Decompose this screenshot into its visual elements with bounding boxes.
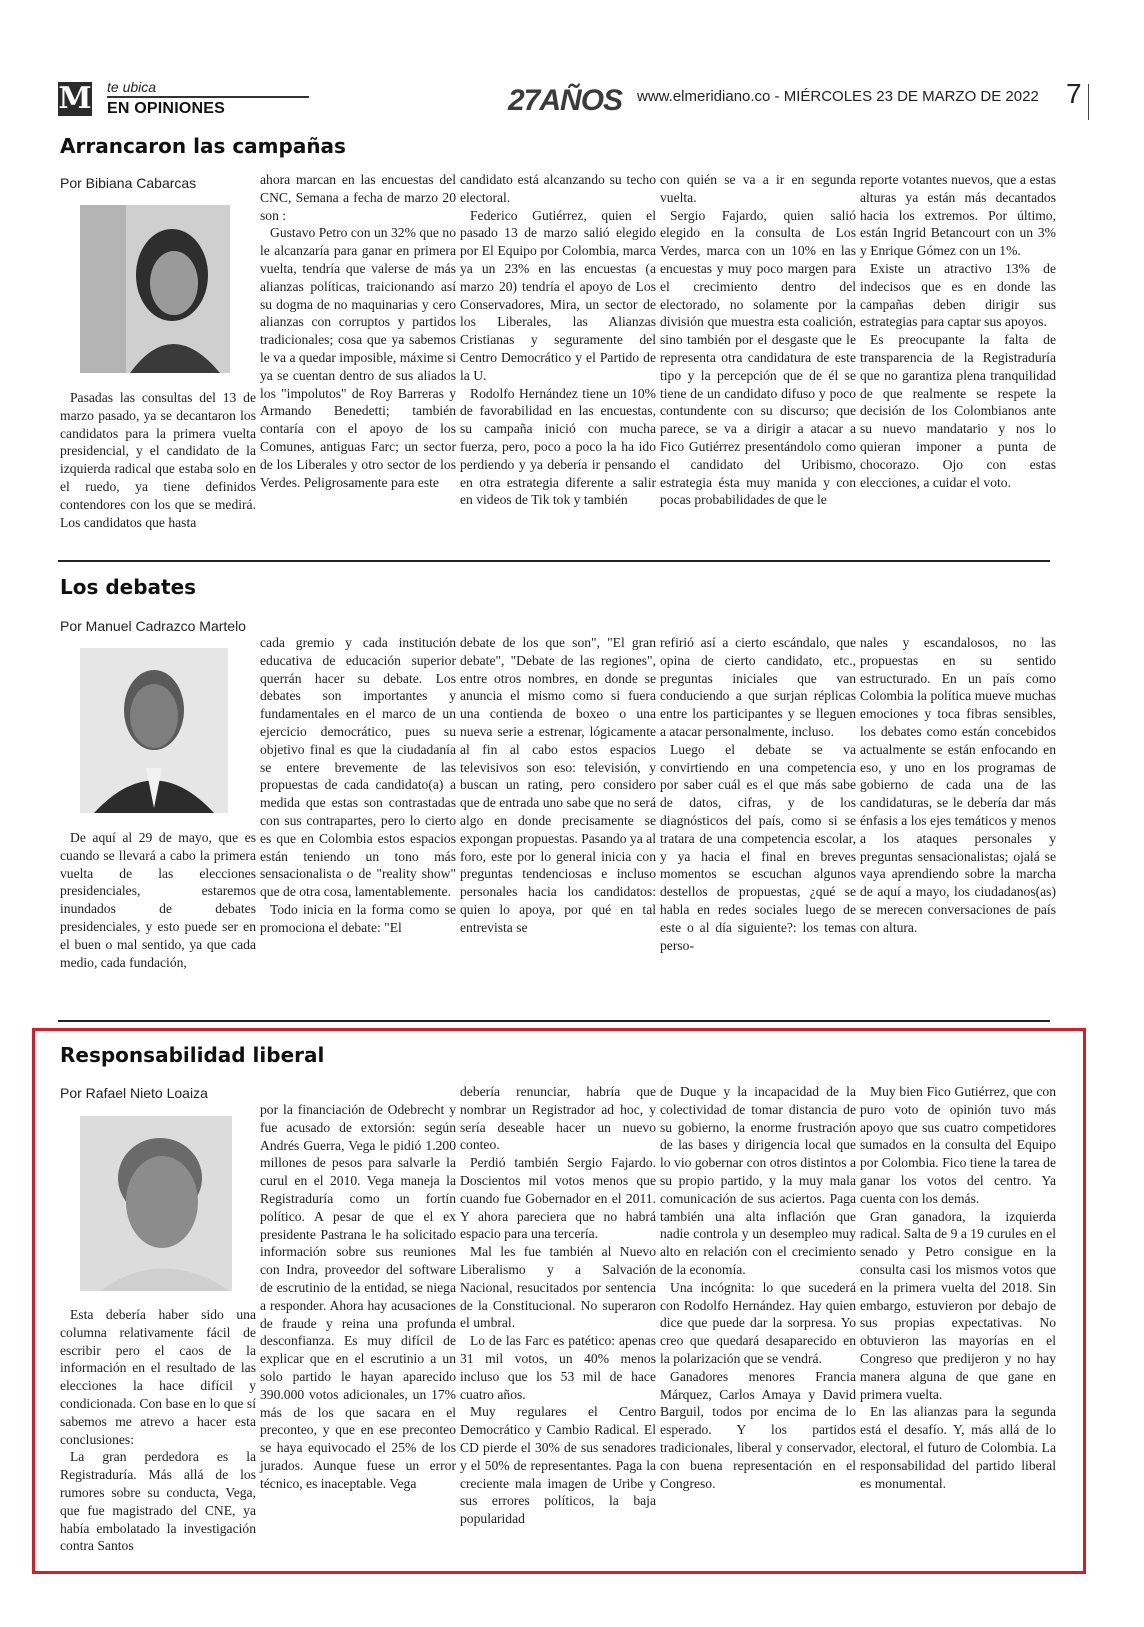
article-paragraph: La gran perdedora es la Registraduría. Más allá de los rumores sobre su conducta, Vega, que fue magistrado del CNE, ya había embolatado la investigación contra Santos [60, 1449, 256, 1554]
article-paragraph: Gustavo Petro con un 32% que no le alcanzaría para ganar en primera vuelta, tendría que valerse de más alianzas políticas, traicionando así su dogma de no maquinarias y cero alianzas con corruptos y partidos tradicionales; cosa que ya sabemos le va a quedar imposible, máxime si ya se cuentan dentro de sus aliados los "impolutos" de Roy Barreras y Armando Benedetti; también contaría con el apoyo de los Comunes, antiguas Farc; un sector de los Liberales y otro sector de los Verdes. Peligrosamente para este [260, 225, 456, 490]
header-rule [107, 96, 309, 98]
article-divider [58, 1020, 1050, 1022]
article-paragraph: Federico Gutiérrez, quien el pasado 13 de marzo salió elegido por El Equipo por Colombia, marca ya un 23% en las encuestas (a marzo 20) tendría el apoyo de Los Conservadores, Mira, un sector de los Liberales, las Alianzas Cristianas y seguramente del Centro Democrático y el Partido de la U. [460, 207, 656, 383]
anniversary-logo: 27AÑOS [508, 84, 623, 117]
author-photo [80, 648, 228, 813]
article-divider [58, 560, 1050, 562]
article-paragraph: Mal les fue también al Nuevo Liberalismo y a Salvación Nacional, resucitados por sentencia de la Constitucional. No superaron el umbral. [460, 1244, 656, 1331]
article-paragraph: Gran ganadora, la izquierda radical. Salta de 9 a 19 curules en el senado y Petro consigue en la consulta casi los mismos votos que en la primera vuelta del 2018. Sin embargo, estuvieron por debajo de sus propias expectativas. No obtuvieron las mayorías en el Congreso que predijeron y no hay manera alguna de que gane en primera vuelta. [860, 1208, 1056, 1402]
article-paragraph: Existe un atractivo 13% de indecisos que es en donde las campañas deben dirigir sus estrategias para captar sus apoyos. [860, 260, 1056, 330]
author-photo [80, 205, 230, 373]
article-title: Arrancaron las campañas [60, 134, 346, 158]
article-paragraph: Perdió también Sergio Fajardo. Doscientos mil votos menos que cuando fue Gobernador en el 2011. Y ahora pareciera que no habrá espacio para una tercería. [460, 1155, 656, 1242]
article-paragraph: refirió así a cierto escándalo, que opina de cierto candidato, etc., preguntas iniciales que van conduciendo a que surjan réplicas entre los participantes y se lleguen a atacar personalmente, incluso. [660, 635, 856, 739]
dateline: www.elmeridiano.co - MIÉRCOLES 23 DE MARZO DE 2022 [637, 88, 1039, 105]
article-paragraph: Una incógnita: lo que sucederá con Rodolfo Hernández. Hay quien dice que puede dar la sorpresa. Yo creo que quedará desaparecido en la polarización que se vendrá. [660, 1279, 856, 1366]
article-column [660, 634, 856, 954]
author-photo [80, 1116, 232, 1291]
page-number-rule [1088, 84, 1089, 120]
article-byline: Por Bibiana Cabarcas [60, 175, 197, 191]
article-paragraph: Esta debería haber sido una columna relativamente fácil de escribir pero el caos de la información en el resultado de las elecciones la hace difícil y condicionada. Con base en lo que sí sabemos me atrevo a hacer esta conclusiones: [60, 1307, 256, 1447]
article-paragraph: con quién se va a ir en segunda vuelta. [660, 172, 856, 205]
article-title: Responsabilidad liberal [60, 1043, 325, 1067]
article-paragraph: En las alianzas para la segunda está el desafío. Y, más allá de lo electoral, el futuro de Colombia. La responsabilidad del partido liberal es monumental. [860, 1404, 1056, 1491]
article-column [460, 171, 656, 509]
article-paragraph: Muy bien Fico Gutiérrez, que con puro voto de opinión tuvo más apoyo que sus cuatro competidores sumados en la consulta del Equipo por Colombia. Fico tiene la tarea de ganar los votos del centro. Ya cuenta con los demás. [860, 1084, 1056, 1206]
article-column [60, 1306, 256, 1555]
article-column [860, 171, 1056, 491]
article-paragraph: debate de los que son", "El gran debate", "Debate de las regiones", entre otros nombres, en donde se anuncia el mismo como si fuera una contienda de boxeo o una nueva serie a estrenar, lógicamente al fin al cabo estos espacios televisivos son eso: televisión, y buscan un rating, pero considero que de entrada uno sabe que no será algo en donde precisamente se expongan propuestas. Pasando ya al foro, este por lo general inicia con preguntas tendenciosas e incluso personales hacia los candidatos: quien lo apoya, por qué en tal entrevista se [460, 635, 656, 935]
article-paragraph: cada gremio y cada institución educativa de educación superior querrán hacer su debate. Los debates son importantes y fundamentales en el marco de un ejercicio democrático, pues su objetivo final es que la ciudadanía se entere brevemente de las propuestas de cada candidato(a) a medida que estas son contrastadas con sus contrapartes, pero lo cierto es que en Colombia estos espacios están teniendo un tono más sensacionalista o de "reality show" que de otra cosa, lamentablemente. [260, 635, 456, 900]
article-column [260, 171, 456, 491]
page-number: 7 [1066, 78, 1082, 109]
article-column [460, 1083, 656, 1528]
article-paragraph: ahora marcan en las encuestas del CNC, Semana a fecha de marzo 20 son : [260, 172, 456, 223]
article-paragraph: Luego el debate se va convirtiendo en una competencia por saber cuál es el que más sabe de datos, cifras, y de los diagnósticos del país, como si se tratara de una competencia escolar, y ya hacia el final en breves momentos se escuchan algunos destellos de propuestas, ¿qué se habla en redes sociales luego de este o al día siguiente?: los temas perso- [660, 741, 856, 953]
article-paragraph: De aquí al 29 de mayo, que es cuando se llevará a cabo la primera vuelta de las elecciones presidenciales, estaremos inundados de debates presidenciales, y esto puede ser en el buen o mal sentido, ya que cada medio, cada fundación, [60, 830, 256, 970]
article-paragraph: de Duque y la incapacidad de la colectividad de tomar distancia de su gobierno, la enorme frustración de las bases y dirigencia local que lo vio gobernar con otros distintos a su propio partido, y la muy mala comunicación de sus aciertos. Paga también una alta inflación que nadie controla y un desempleo muy alto en relación con el crecimiento de la economía. [660, 1084, 856, 1277]
article-column [860, 634, 1056, 937]
article-title: Los debates [60, 575, 197, 599]
article-paragraph: Rodolfo Hernández tiene un 10% de favorabilidad en las encuestas, su campaña inició con mucha fuerza, pero, poco a poco la ha ido perdiendo y ya debería ir pensando en otra estrategia diferente a salir en videos de Tik tok y también [460, 385, 656, 508]
article-paragraph: reporte votantes nuevos, que a estas alturas ya están más decantados hacia los extremos. Por último, están Ingrid Betancourt con un 3% y Enrique Gómez con un 1%. [860, 172, 1056, 259]
article-paragraph: Todo inicia en la forma como se promociona el debate: "El [260, 901, 456, 935]
article-paragraph: por la financiación de Odebrecht y fue acusado de extorsión: según Andrés Guerra, Vega le pidió 1.200 millones de pesos para salvarle la curul en el 2010. Vega maneja la Registraduría como un fortín político. A pesar de que el ex presidente Pastrana le ha solicitado información sobre sus reuniones con Indra, proveedor del software de escrutinio de la entidad, se niega a responder. Ahora hay acusaciones de fraude y reina una profunda desconfianza. Es muy difícil de explicar que en el escrutinio a un solo partido le hayan aparecido 390.000 votos adicionales, un 17% más de los que sacara en el preconteo, y que en ese preconteo se haya equivocado el 25% de los jurados. Aunque fuese un error técnico, es inaceptable. Vega [260, 1102, 456, 1491]
article-column [260, 1101, 456, 1493]
article-column [860, 1083, 1056, 1492]
article-paragraph: nales y escandalosos, no las propuestas en su sentido estructurado. En un país como Colombia la política mueve muchas emociones y toca fibras sensibles, los debates como están concebidos actualmente se están enfocando en eso, y uno en los programas de gobierno de cada una de las candidaturas, se le debería dar más énfasis a los ejes temáticos y menos a los ataques personales y preguntas sensacionalistas; ojalá se vaya aprendiendo sobre la marcha de aquí a mayo, los ciudadanos(as) se merecen conversaciones de país con altura. [860, 635, 1056, 935]
article-column [60, 389, 256, 531]
article-paragraph: Es preocupante la falta de transparencia de la Registraduría que no garantiza plena tranquilidad de que realmente se respete la decisión de los Colombianos ante su nuevo mandatario y nos lo quieran imponer a punta de chocorazo. Ojo con estas elecciones, a cuidar el voto. [860, 332, 1056, 490]
article-column [660, 1083, 856, 1492]
article-paragraph: Ganadores menores Francia Márquez, Carlos Amaya y David Barguil, todos por encima de lo esperado. Y los partidos tradicionales, liberal y conservador, con buena representación en el Congreso. [660, 1368, 856, 1491]
article-paragraph: Lo de las Farc es patético: apenas 31 mil votos, un 40% menos incluso que los 53 mil de hace cuatro años. [460, 1333, 656, 1402]
article-column [660, 171, 856, 509]
article-paragraph: candidato está alcanzando su techo electoral. [460, 172, 656, 205]
article-column [60, 829, 256, 971]
article-paragraph: Sergio Fajardo, quien salió elegido en la consulta de Los Verdes, marca con un 10% en las encuestas y muy poco margen para el crecimiento dentro del electorado, no solamente por la división que muestra esta coalición, sino también por el desgaste que le representa otra candidatura de este tipo y la percepción que de él se tiene de un candidato difuso y poco contundente con su discurso; que parece, se va a dirigir a atacar a Fico Gutiérrez presentándolo como el candidato del Uribismo, estrategia ésta muy manida y con pocas probabilidades de que le [660, 207, 856, 508]
logo-tagline: te ubica [107, 79, 157, 95]
article-byline: Por Manuel Cadrazco Martelo [60, 618, 246, 634]
article-paragraph: Pasadas las consultas del 13 de marzo pasado, ya se decantaron los candidatos para la primera vuelta presidencial, y el candidato de la izquierda radical que estaba solo en el ruedo, ya tiene definidos contendores con los que se medirá. Los candidatos que hasta [60, 390, 256, 530]
newspaper-logo-icon: M [58, 81, 92, 116]
article-byline: Por Rafael Nieto Loaiza [60, 1085, 208, 1101]
article-column [460, 634, 656, 937]
article-paragraph: debería renunciar, habría que nombrar un Registrador ad hoc, y sería deseable hacer un nuevo conteo. [460, 1084, 656, 1153]
article-column [260, 634, 456, 937]
section-name: EN OPINIONES [107, 100, 225, 117]
article-paragraph: Muy regulares el Centro Democrático y Cambio Radical. El CD pierde el 30% de sus senadores y el 50% de representantes. Paga la creciente mala imagen de Uribe y sus errores políticos, la baja popularidad [460, 1404, 656, 1527]
